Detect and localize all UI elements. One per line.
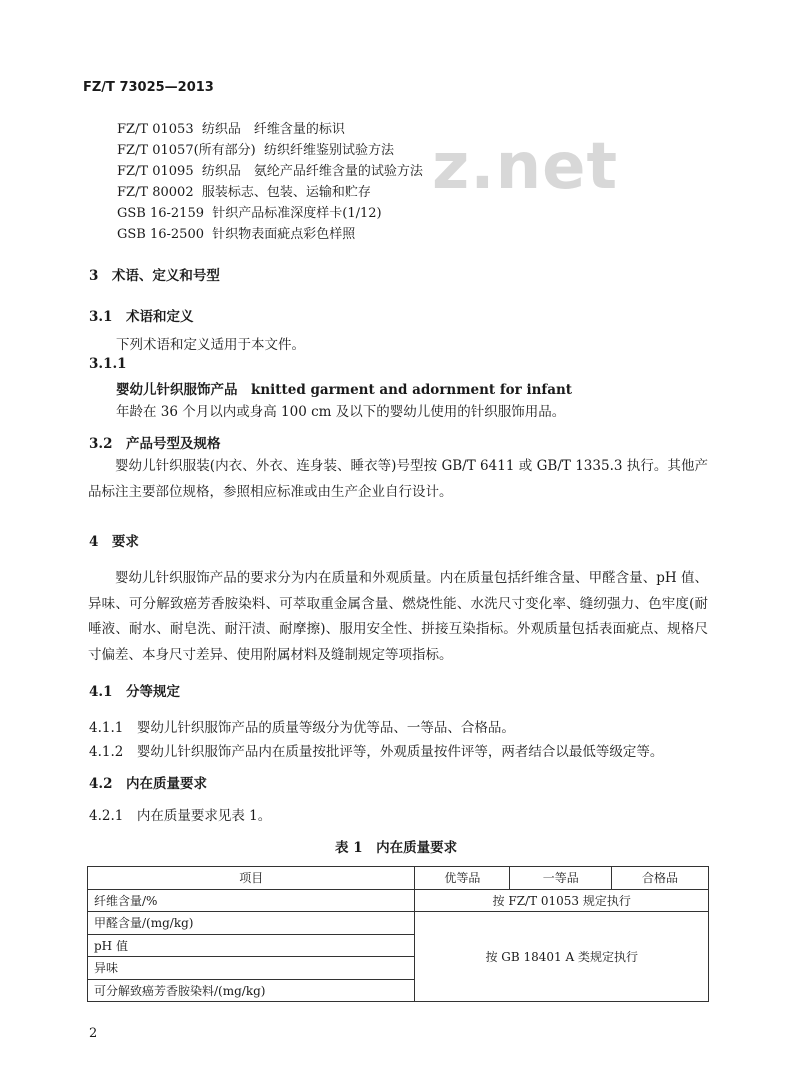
section-4-1-2: 4.1.2 婴幼儿针织服饰产品内在质量按批评等，外观质量按件评等，两者结合以最低等级定等。 <box>89 744 664 760</box>
reference-title: 针织产品标准深度样卡(1/12) <box>212 206 382 221</box>
row-item: 甲醛含量/(mg/kg) <box>88 912 415 935</box>
reference-item <box>117 181 371 200</box>
section-3-1-text: 下列术语和定义适用于本文件。 <box>116 337 305 353</box>
reference-title: 纺织纤维鉴别试验方法 <box>264 143 395 158</box>
reference-item <box>117 139 394 158</box>
row-item: 异味 <box>88 957 415 980</box>
section-3-1-1-number: 3.1.1 <box>89 356 127 372</box>
row-item: 可分解致癌芳香胺染料/(mg/kg) <box>88 979 415 1002</box>
quality-table <box>87 866 709 1002</box>
reference-code: FZ/T 80002 <box>117 185 194 200</box>
section-4-1-1: 4.1.1 婴幼儿针织服饰产品的质量等级分为优等品、一等品、合格品。 <box>89 720 515 736</box>
section-4-heading: 4 要求 <box>89 534 139 550</box>
row-item: 纤维含量/% <box>88 889 415 912</box>
reference-item <box>117 118 345 137</box>
reference-code: FZ/T 01053 <box>117 122 194 137</box>
row-requirement: 按 FZ/T 01053 规定执行 <box>415 889 709 912</box>
header-grade-first: 一等品 <box>510 867 612 890</box>
section-3-2-heading: 3.2 产品号型及规格 <box>89 436 221 452</box>
term-definition: 年龄在 36 个月以内或身高 100 cm 及以下的婴幼儿使用的针织服饰用品。 <box>116 404 566 420</box>
section-4-2-1: 4.2.1 内在质量要求见表 1。 <box>89 808 272 824</box>
table-row <box>88 912 709 935</box>
header-grade-qualified: 合格品 <box>612 867 709 890</box>
section-4-2-heading: 4.2 内在质量要求 <box>89 776 207 792</box>
table-row <box>88 889 709 912</box>
section-3-heading: 3 术语、定义和号型 <box>89 268 220 284</box>
header-grade-superior: 优等品 <box>415 867 510 890</box>
section-3-2-text: 婴幼儿针织服装(内衣、外衣、连身装、睡衣等)号型按 GB/T 6411 或 GB/T 1335.3 执行。其他产品标注主要部位规格，参照相应标准或由生产企业自行设计。 <box>88 458 708 500</box>
reference-item <box>117 202 382 221</box>
standard-code: FZ/T 73025—2013 <box>83 80 214 95</box>
term-heading: 婴幼儿针织服饰产品 knitted garment and adornment for infant <box>116 382 573 398</box>
table-header-row <box>88 867 709 890</box>
header-item: 项目 <box>88 867 415 890</box>
reference-code: FZ/T 01057(所有部分) <box>117 143 256 158</box>
reference-item <box>117 223 355 242</box>
section-4-1-heading: 4.1 分等规定 <box>89 684 180 700</box>
watermark: z.net <box>432 130 619 204</box>
merged-requirement: 按 GB 18401 A 类规定执行 <box>415 912 709 1002</box>
section-4-intro: 婴幼儿针织服饰产品的要求分为内在质量和外观质量。内在质量包括纤维含量、甲醛含量、pH 值、异味、可分解致癌芳香胺染料、可萃取重金属含量、燃烧性能、水洗尺寸变化率、缝纫强力、色牢度(耐唾液、耐水、耐皂洗、耐汗渍、耐摩擦)、服用安全性、拼接互染指标。外观质量包括表面疵点、规格尺寸偏差、本身尺寸差异、使用附属材料及缝制规定等项指标。 <box>88 570 708 663</box>
reference-title: 纺织品 氨纶产品纤维含量的试验方法 <box>201 164 423 179</box>
reference-item <box>117 160 423 179</box>
reference-title: 纺织品 纤维含量的标识 <box>201 122 345 137</box>
table-caption: 表 1 内在质量要求 <box>335 840 458 856</box>
page-number: 2 <box>89 1026 98 1041</box>
reference-code: GSB 16-2500 <box>117 227 204 242</box>
reference-code: FZ/T 01095 <box>117 164 194 179</box>
row-item: pH 值 <box>88 934 415 957</box>
reference-title: 针织物表面疵点彩色样照 <box>212 227 356 242</box>
reference-title: 服装标志、包装、运输和贮存 <box>201 185 371 200</box>
reference-code: GSB 16-2159 <box>117 206 204 221</box>
section-3-1-heading: 3.1 术语和定义 <box>89 309 194 325</box>
